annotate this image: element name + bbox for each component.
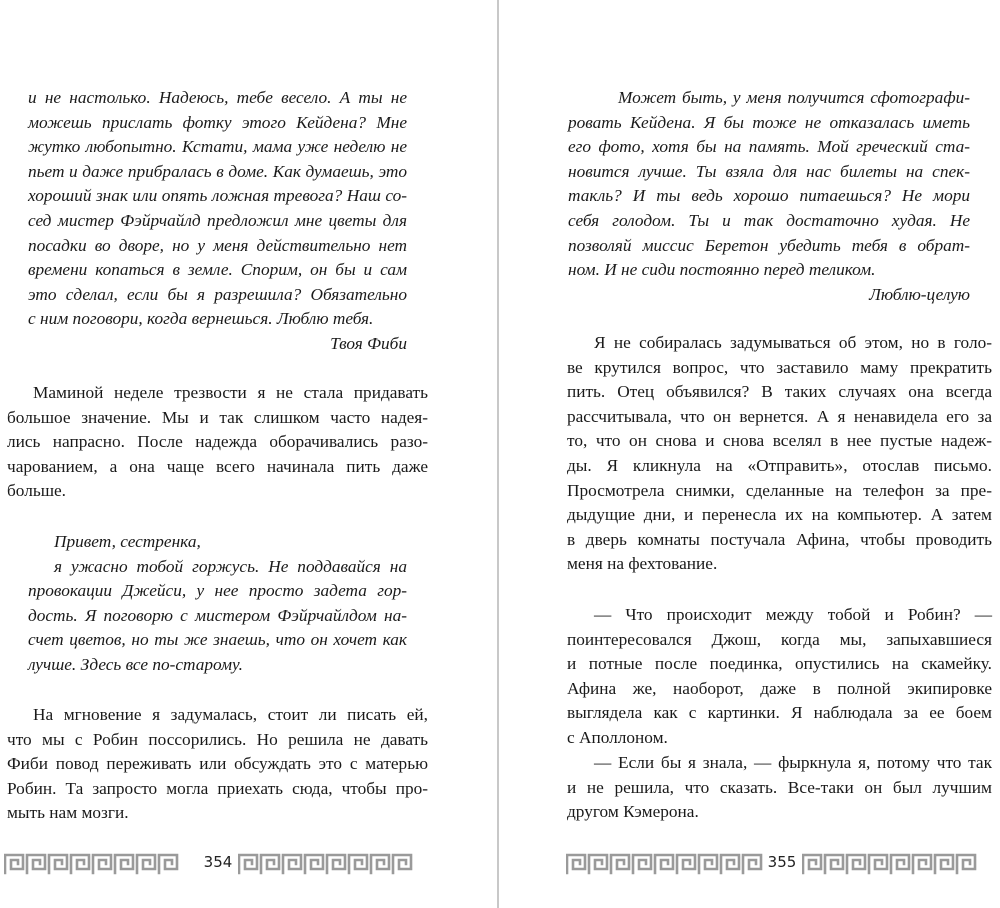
text-line: Я не собиралась задумываться об этом, но в голо- — [594, 333, 992, 352]
text-line: пьет и даже прибралась в доме. Как думаешь, это — [28, 161, 407, 181]
text-line: и не настолько. Надеюсь, тебе весело. А ты не — [28, 88, 407, 107]
text-line: поинтересовался Джош, когда мы, запыхавшиеся — [567, 629, 992, 649]
text-line: рассчитывала, что он вернется. А я ненавидела его за — [567, 406, 992, 426]
meander-ornament — [566, 851, 764, 877]
text-line: я ужасно тобой горжусь. Не поддавайся на — [54, 556, 407, 576]
text-line: ном. И не сиди постоянно перед теликом. — [568, 260, 876, 280]
text-line: выглядела как с картинки. Я наблюдала за ее боем — [567, 703, 992, 723]
text-line: Привет, сестренка, — [54, 532, 201, 551]
text-line: с Аполлоном. — [567, 727, 668, 747]
letter-continued — [568, 86, 970, 283]
text-line: посадки во дворе, но у меня действительно нет — [28, 235, 407, 255]
text-line: его фото, хотя бы на память. Мой греческий ста- — [568, 137, 970, 157]
text-line: большое значение. Мы и так слишком часто надея- — [7, 407, 428, 427]
left-page — [0, 0, 498, 908]
text-line: Афина же, наоборот, даже в полной экипировке — [567, 678, 992, 698]
text-line: новится лучше. Ты взяла для нас билеты на спек- — [568, 161, 970, 181]
text-line: дыдущие дни, и перенесла их на компьютер. А затем — [567, 505, 992, 525]
meander-ornament — [802, 851, 994, 877]
text-line: что мы с Робин поссорились. Но решила не давать — [7, 729, 428, 749]
text-line: лучше. Здесь все по-старому. — [28, 654, 243, 674]
text-line: жутко любопытно. Кстати, мама уже неделю не — [28, 137, 407, 157]
text-line: — Что происходит между тобой и Робин? — — [594, 605, 992, 624]
text-line: чарованием, а она чаще всего начинала пить даже — [7, 456, 428, 476]
letter-signature: Твоя Фиби — [330, 334, 407, 353]
text-line: то, что он снова и снова вселял в нее пустые надеж- — [567, 431, 992, 451]
letter-from-phoebe — [28, 86, 407, 332]
text-line: в дверь комнаты постучала Афина, чтобы проводить — [567, 529, 992, 549]
text-line: лись напрасно. После надежда оборачивались разо- — [7, 432, 428, 452]
text-line: с ним поговори, когда вернешься. Люблю тебя. — [28, 309, 374, 329]
meander-ornament — [4, 851, 198, 877]
text-line: Просмотрела снимки, сделанные на телефон за пре- — [567, 480, 992, 500]
text-line: дость. Я поговорю с мистером Фэйрчайлдом на- — [28, 605, 407, 625]
text-line: и не решила, что сказать. Все-таки он был лучшим — [567, 777, 992, 797]
text-line: это сделал, если бы я разрешила? Обязательно — [28, 284, 407, 304]
right-page — [500, 0, 1000, 908]
text-line: На мгновение я задумалась, стоит ли писать ей, — [33, 705, 428, 724]
page-number: 355 — [767, 853, 797, 871]
page-footer — [0, 851, 430, 877]
paragraph — [567, 331, 992, 577]
text-line: Может быть, у меня получится сфотографи- — [618, 88, 970, 107]
text-line: мыть нам мозги. — [7, 803, 129, 823]
text-line: счет цветов, но ты же знаешь, что он хочет как — [28, 630, 407, 650]
text-line: больше. — [7, 481, 67, 501]
text-line: можешь прислать фотку этого Кейдена? Мне — [28, 112, 407, 132]
text-line: ве крутился вопрос, что заставило маму прекратить — [567, 357, 992, 377]
reply-letter — [28, 530, 407, 678]
text-line: Маминой неделе трезвости я не стала придавать — [33, 383, 428, 402]
dialogue-paragraph — [567, 751, 992, 825]
text-line: и потные после поединка, опустились на скамейку. — [567, 654, 992, 674]
text-line: — Если бы я знала, — фыркнула я, потому что так — [594, 753, 992, 772]
text-line: меня на фехтование. — [567, 554, 718, 574]
meander-ornament — [238, 851, 430, 877]
text-line: сед мистер Фэйрчайлд предложил мне цветы для — [28, 210, 407, 230]
dialogue-paragraph — [567, 603, 992, 751]
text-line: себя голодом. Ты и так достаточно худая. Не — [568, 210, 970, 230]
text-line: Фиби повод переживать или обсуждать это с матерью — [7, 754, 428, 774]
text-line: ды. Я кликнула на «Отправить», отослав письмо. — [567, 455, 992, 475]
text-line: такль? И ты ведь хорошо питаешься? Не мори — [568, 186, 970, 206]
text-line: хороший знак или опять ложная тревога? Наш со- — [28, 186, 407, 206]
text-line: ровать Кейдена. Я бы тоже не отказалась иметь — [568, 112, 970, 132]
text-line: пить. Отец объявился? В таких случаях она всегда — [567, 382, 992, 402]
text-line: позволяй миссис Беретон убедить тебя в обрат- — [568, 235, 970, 255]
paragraph — [7, 381, 428, 504]
page-number: 354 — [203, 853, 233, 871]
text-line: времени копаться в земле. Спорим, он бы и сам — [28, 260, 407, 280]
paragraph — [7, 703, 428, 826]
page-footer — [566, 851, 996, 877]
text-line: провокации Джейси, у нее просто задета гор- — [28, 581, 407, 601]
text-line: другом Кэмерона. — [567, 802, 699, 822]
letter-signature: Люблю-целую — [869, 285, 970, 304]
text-line: Робин. Та запросто могла приехать сюда, чтобы про- — [7, 778, 428, 798]
